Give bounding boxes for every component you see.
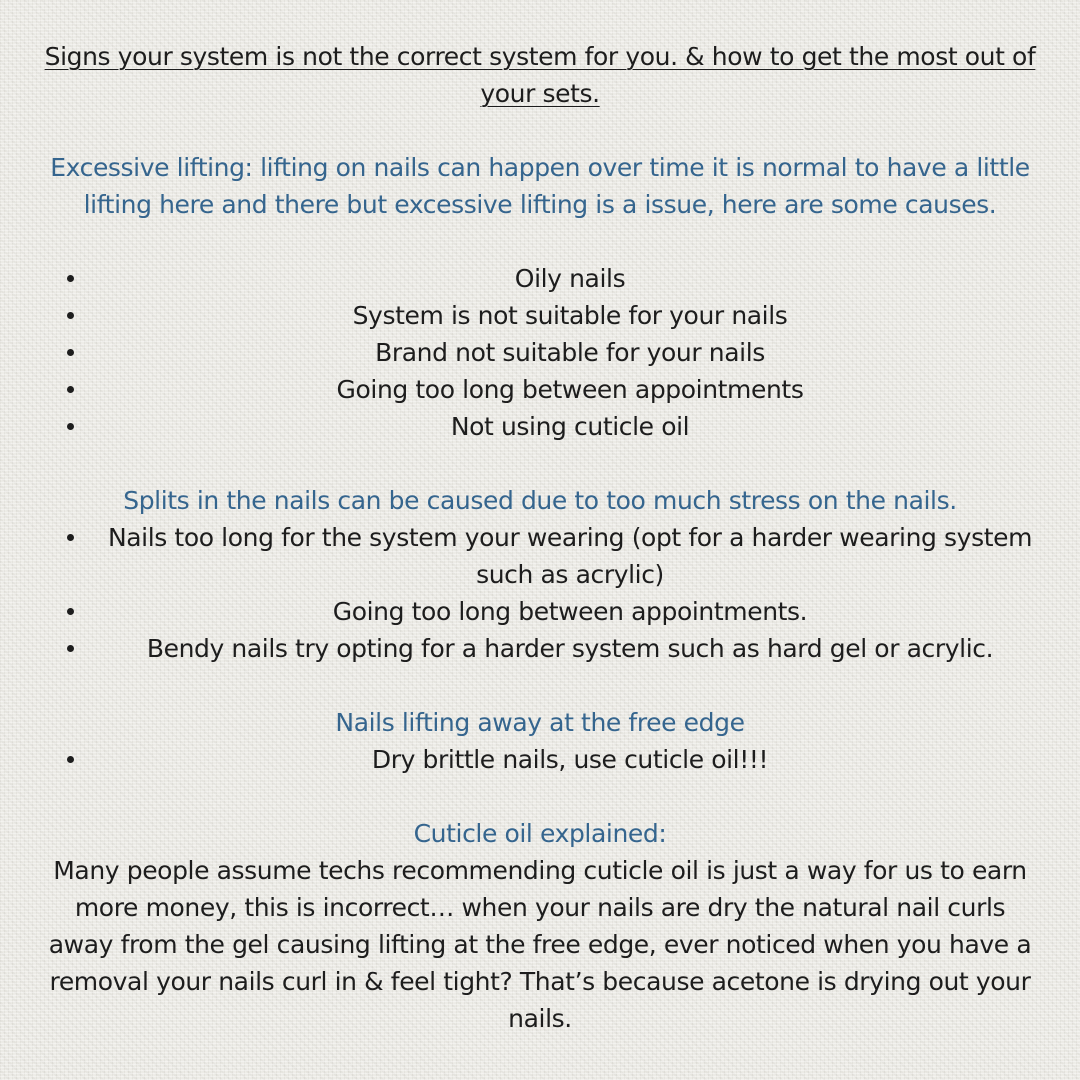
spacer — [40, 778, 1040, 815]
list-item: Dry brittle nails, use cuticle oil!!! — [40, 741, 1040, 778]
list-item: Brand not suitable for your nails — [40, 334, 1040, 371]
list-item: Nails too long for the system your wearing (opt for a harder wearing system such as acrylic) — [40, 519, 1040, 593]
spacer — [40, 667, 1040, 704]
cuticle-oil-paragraph: Many people assume techs recommending cuticle oil is just a way for us to earn more money, this is incorrect… when your nails are dry the natural nail curls away from the gel causing lifting at the free edge, ever noticed when you have a removal your nails curl in & feel tight? That’s because acetone is drying out your nails. — [48, 856, 1032, 1033]
list-item: Bendy nails try opting for a harder system such as hard gel or acrylic. — [40, 630, 1040, 667]
spacer — [40, 445, 1040, 482]
free-edge-causes-list — [40, 741, 1040, 778]
lifting-heading: Excessive lifting: lifting on nails can happen over time it is normal to have a little lifting here and there but excessive lifting is a issue, here are some causes. — [50, 153, 1030, 219]
list-item: System is not suitable for your nails — [40, 297, 1040, 334]
spacer — [40, 112, 1040, 149]
splits-causes-list — [40, 519, 1040, 667]
document-body — [40, 38, 1040, 1037]
list-item: Going too long between appointments. — [40, 593, 1040, 630]
lifting-causes-list — [40, 260, 1040, 445]
list-item: Not using cuticle oil — [40, 408, 1040, 445]
splits-heading: Splits in the nails can be caused due to too much stress on the nails. — [123, 486, 957, 515]
list-item: Oily nails — [40, 260, 1040, 297]
document-title: Signs your system is not the correct system for you. & how to get the most out of your sets. — [44, 42, 1036, 108]
list-item: Going too long between appointments — [40, 371, 1040, 408]
cuticle-oil-heading: Cuticle oil explained: — [413, 819, 667, 848]
spacer — [40, 223, 1040, 260]
free-edge-heading: Nails lifting away at the free edge — [335, 708, 745, 737]
